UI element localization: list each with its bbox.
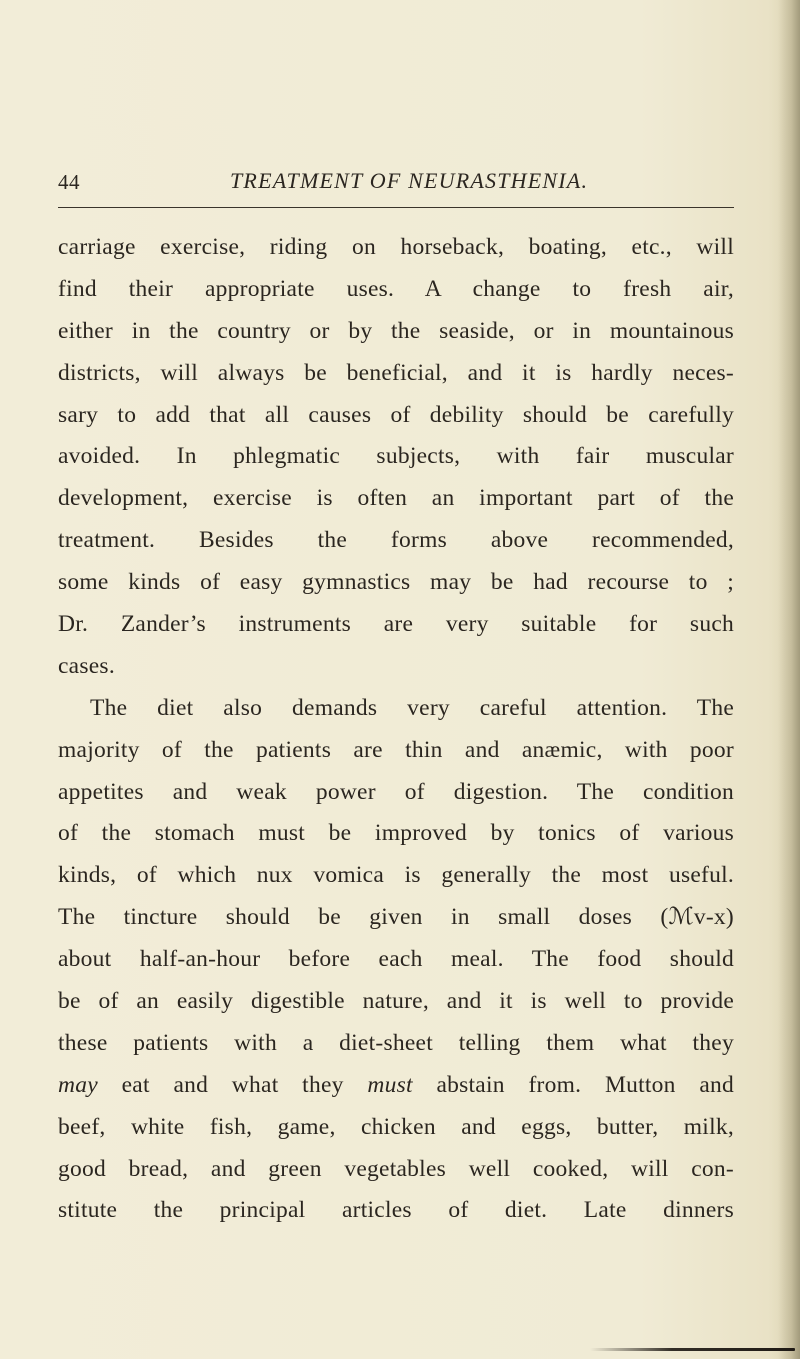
text-line: kinds, of which nux vomica is generally the most useful.	[58, 862, 734, 889]
text-line: treatment. Besides the forms above recommended,	[58, 527, 734, 554]
text-line: development, exercise is often an important part of the	[58, 485, 734, 512]
emphasis-may: may	[58, 1071, 98, 1098]
text-line-with-emphasis	[58, 1070, 734, 1112]
text-line: these patients with a diet-sheet telling them what they	[58, 1029, 734, 1056]
text-line: some kinds of easy gymnastics may be had recourse to ;	[58, 569, 734, 596]
text-line: good bread, and green vegetables well cooked, will con-	[58, 1155, 734, 1182]
page-edge-shadow	[778, 0, 800, 1359]
running-head	[58, 168, 734, 208]
text-line: find their appropriate uses. A change to fresh air,	[58, 275, 734, 302]
text-segment: eat and what they	[121, 1071, 344, 1098]
page-bottom-edge	[590, 1348, 795, 1351]
emphasis-must: must	[367, 1071, 413, 1098]
text-line: Dr. Zander’s instruments are very suitable for such	[58, 611, 734, 638]
text-line: of the stomach must be improved by tonics of various	[58, 820, 734, 847]
text-line: avoided. In phlegmatic subjects, with fair muscular	[58, 443, 734, 470]
text-line: majority of the patients are thin and anæmic, with poor	[58, 736, 734, 763]
text-line: beef, white fish, game, chicken and eggs, butter, milk,	[58, 1113, 734, 1140]
running-title: TREATMENT OF NEURASTHENIA.	[230, 168, 589, 193]
text-segment: abstain from. Mutton and	[436, 1071, 735, 1098]
header-rule	[58, 207, 734, 208]
text-line: districts, will always be beneficial, and it is hardly neces-	[58, 359, 734, 386]
body-text	[58, 232, 734, 1237]
page-number: 44	[58, 170, 80, 194]
text-line: sary to add that all causes of debility should be carefully	[58, 401, 734, 428]
text-line: carriage exercise, riding on horseback, boating, etc., will	[58, 234, 734, 260]
text-line: appetites and weak power of digestion. The condition	[58, 778, 734, 805]
text-line: either in the country or by the seaside, or in mountainous	[58, 317, 734, 344]
text-line: stitute the principal articles of diet. Late dinners	[58, 1197, 734, 1224]
paragraph-start-line: The diet also demands very careful attention. The	[90, 694, 734, 721]
text-line: about half-an-hour before each meal. The food should	[58, 946, 734, 973]
text-line: be of an easily digestible nature, and it is well to provide	[58, 988, 734, 1015]
text-line: The tincture should be given in small doses (ℳv-x)	[58, 904, 734, 931]
text-line: cases.	[58, 652, 115, 679]
